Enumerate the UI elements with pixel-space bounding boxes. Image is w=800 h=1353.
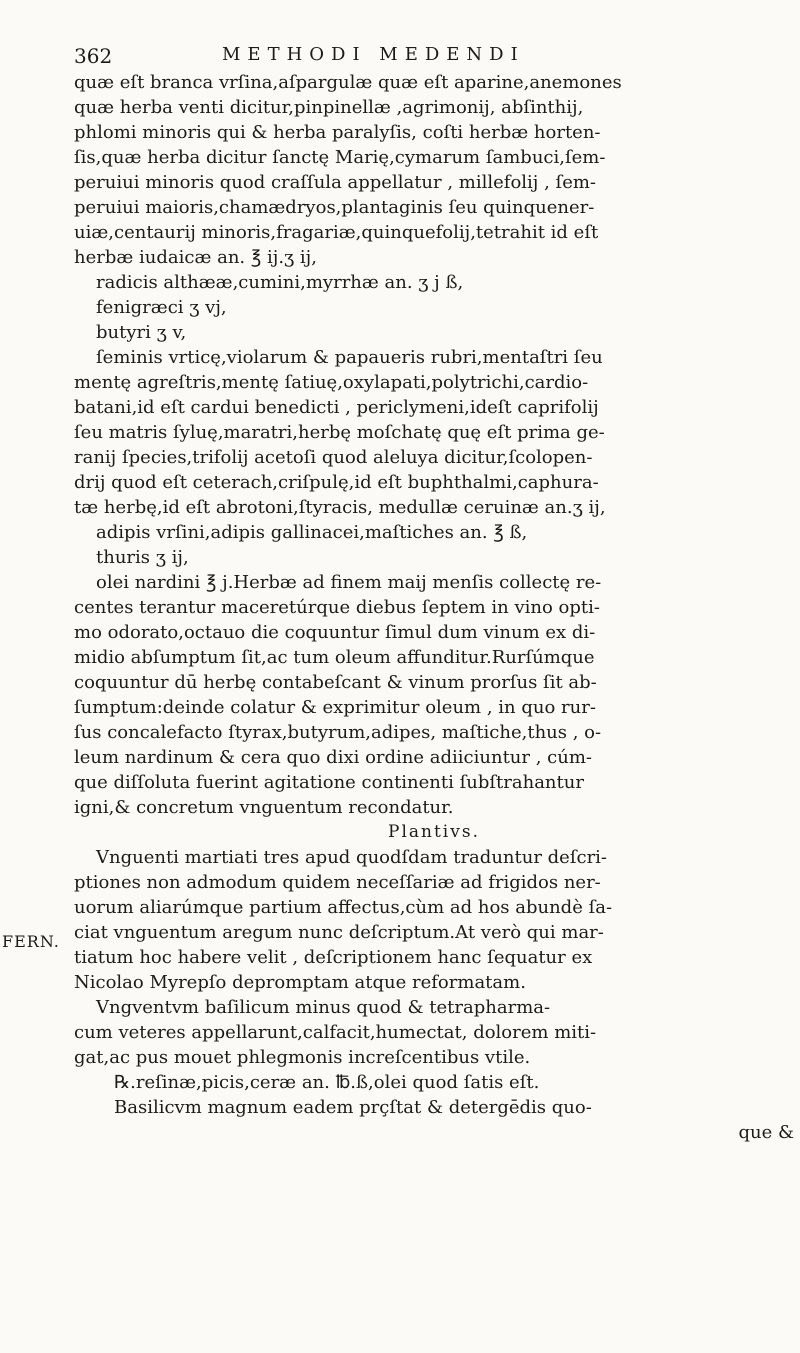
text-line: ptiones non admodum quidem neceſſariæ ad frigidos ner- [74, 872, 601, 893]
recipe-line: adipis vrſini,adipis gallinacei,maſtiches an. ℥ ß, [96, 522, 528, 543]
text-line: peruiui minoris quod craſſula appellatur , millefolij , ſem- [74, 172, 596, 193]
text-line: uiæ,centaurij minoris,fragariæ,quinquefolij,tetrahit id eſt [74, 222, 599, 243]
text-line: cum veteres appellarunt,calfacit,humectat, dolorem miti- [74, 1022, 597, 1043]
body-text [74, 70, 794, 1145]
text-line: mo odorato,octauo die coquuntur ſimul dum vinum ex di- [74, 622, 596, 643]
recipe-line: radicis althææ,cumini,myrrhæ an. ʒ j ß, [96, 272, 464, 293]
text-line: tiatum hoc habere velit , deſcriptionem hanc ſequatur ex [74, 947, 593, 968]
page-header [74, 44, 780, 72]
text-line: gat,ac pus mouet phlegmonis increſcentibus vtile. [74, 1047, 531, 1068]
text-line: ſumptum:deinde colatur & exprimitur oleum , in quo rur- [74, 697, 596, 718]
text-line: batani,id eſt cardui benedicti , periclymeni,ideſt caprifolij [74, 397, 599, 418]
running-title: METHODI MEDENDI [222, 44, 525, 65]
page-number: 362 [74, 44, 113, 68]
text-line: Vnguenti martiati tres apud quodſdam traduntur deſcri- [96, 847, 608, 868]
recipe-line: olei nardini ℥ j.Herbæ ad finem maij menſis collectę re- [96, 572, 602, 593]
text-line: herbæ iudaicæ an. ℥ ij.ʒ ij, [74, 247, 317, 268]
recipe-line: ſeminis vrticę,violarum & papaueris rubri,mentaſtri ſeu [96, 347, 603, 368]
text-line: coquuntur dū herbę contabeſcant & vinum prorſus ſit ab- [74, 672, 597, 693]
catchword: que & [738, 1122, 794, 1143]
text-line: que diſſoluta fuerint agitatione continenti ſubſtrahantur [74, 772, 584, 793]
recipe-line: fenigræci ʒ vj, [96, 297, 227, 318]
text-line: quæ herba venti dicitur,pinpinellæ ,agrimonij, abſinthij, [74, 97, 584, 118]
text-line: igni,& concretum vnguentum recondatur. [74, 797, 454, 818]
text-line: ſus concalefacto ſtyrax,butyrum,adipes, maſtiche,thus , o- [74, 722, 602, 743]
text-line: Basilicvm magnum eadem prçſtat & detergēdis quo- [114, 1097, 592, 1118]
recipe-line: butyri ʒ v, [96, 322, 187, 343]
text-line: ciat vnguentum aregum nunc deſcriptum.At verò qui mar- [74, 922, 604, 943]
text-line: ſeu matris ſyluę,maratri,herbę moſchatę quę eſt prima ge- [74, 422, 605, 443]
text-line: tæ herbę,id eſt abrotoni,ſtyracis, medullæ ceruinæ an.ʒ ij, [74, 497, 606, 518]
text-line: centes terantur maceretúrque diebus ſeptem in vino opti- [74, 597, 600, 618]
text-line: peruiui maioris,chamædryos,plantaginis ſeu quinquener- [74, 197, 595, 218]
text-line: phlomi minoris qui & herba paralyſis, coſti herbæ horten- [74, 122, 601, 143]
text-line: Nicolao Myrepſo depromptam atque reformatam. [74, 972, 526, 993]
text-line: uorum aliarúmque partium affectus,cùm ad hos abundè ſa- [74, 897, 613, 918]
text-line: ranij ſpecies,trifolij acetoſi quod aleluya dicitur,ſcolopen- [74, 447, 593, 468]
text-line: quæ eſt branca vrſina,aſpargulæ quæ eſt aparine,anemones [74, 72, 622, 93]
recipe-line: thuris ʒ ij, [96, 547, 189, 568]
margin-note: FERN. [2, 932, 60, 951]
section-heading: Plantivs. [388, 822, 480, 842]
recipe-line: ℞.reſinæ,picis,ceræ an. ℔.ß,olei quod ſatis eſt. [114, 1072, 540, 1093]
text-line: drij quod eſt ceterach,criſpulę,id eſt buphthalmi,caphura- [74, 472, 599, 493]
text-line: leum nardinum & cera quo dixi ordine adiiciuntur , cúm- [74, 747, 592, 768]
text-line: Vngventvm baſilicum minus quod & tetrapharma- [96, 997, 551, 1018]
text-line: ſis,quæ herba dicitur ſanctę Marię,cymarum ſambuci,ſem- [74, 147, 606, 168]
text-line: mentę agreſtris,mentę ſatiuę,oxylapati,polytrichi,cardio- [74, 372, 589, 393]
text-line: midio abſumptum ſit,ac tum oleum affunditur.Rurſúmque [74, 647, 595, 668]
